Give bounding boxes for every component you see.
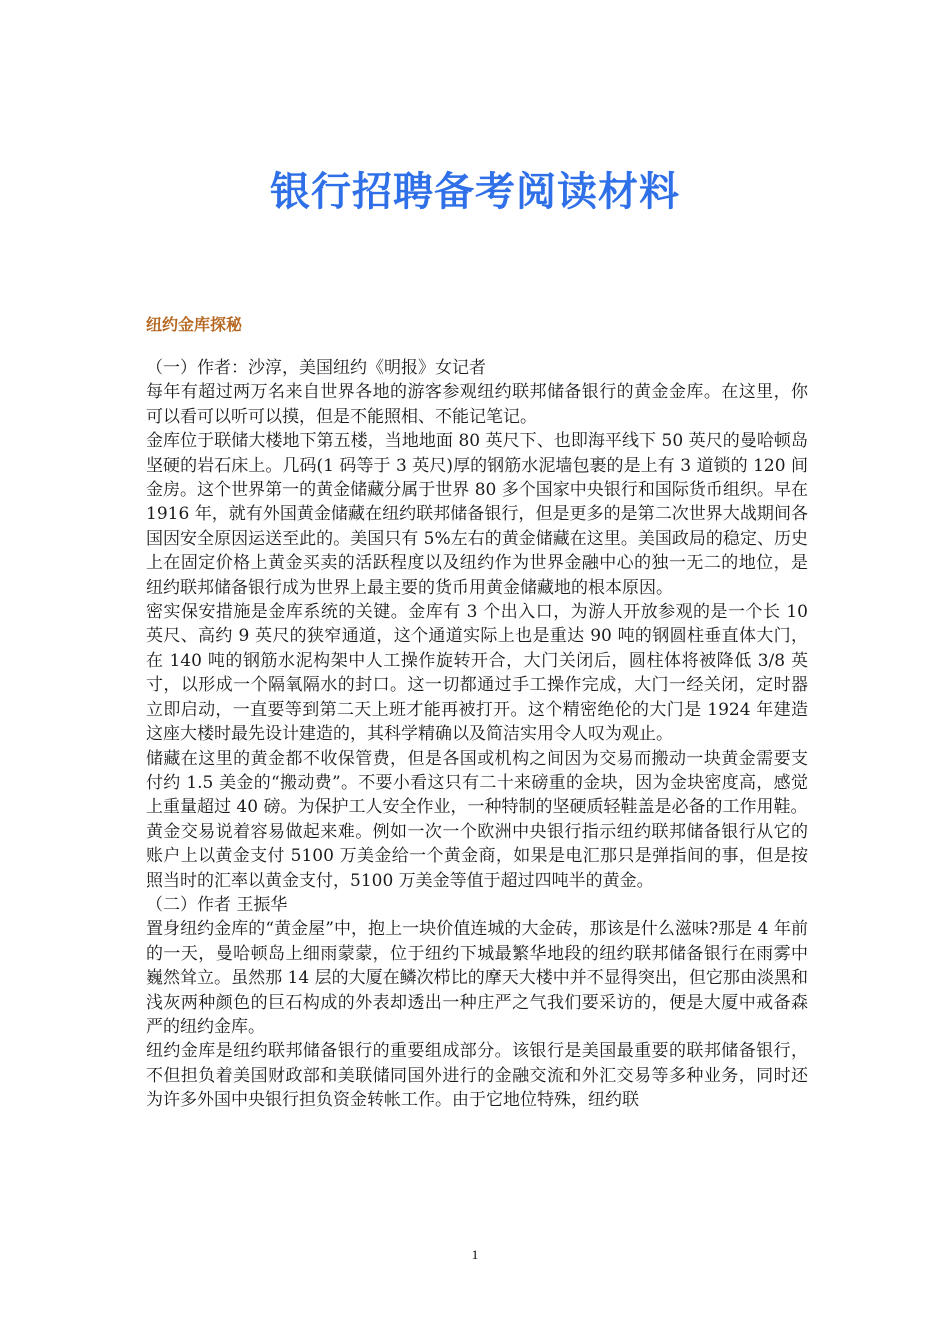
paragraph: 黄金交易说着容易做起来难。例如一次一个欧洲中央银行指示纽约联邦储备银行从它的账户上以黄金支付 5100 万美金给一个黄金商，如果是电汇那只是弹指间的事，但是按照当时的汇率以黄金支付，5100 万美金等值于超过四吨半的黄金。 [146,821,808,891]
paragraph: 密实保安措施是金库系统的关键。金库有 3 个出入口，为游人开放参观的是一个长 10 英尺、高约 9 英尺的狭窄通道，这个通道实际上也是重达 90 吨的钢圆柱垂直体大门，在 140 吨的钢筋水泥构架中人工操作旋转开合，大门关闭后，圆柱体将被降低 3/8 英寸，以形成一个隔氧隔水的封口。这一切都通过手工操作完成，大门一经关闭，定时器立即启动，一直要等到第二天上班才能再被打开。这个精密绝伦的大门是 1924 年建造这座大楼时最先设计建造的，其科学精确以及简洁实用令人叹为观止。 [146,602,808,745]
paragraph: 置身纽约金库的“黄金屋”中，抱上一块价值连城的大金砖，那该是什么滋味?那是 4 年前的一天，曼哈顿岛上细雨蒙蒙，位于纽约下城最繁华地段的纽约联邦储备银行在雨雾中巍然耸立。虽然那 14 层的大厦在鳞次栉比的摩天大楼中并不显得突出，但它那由淡黑和浅灰两种颜色的巨石构成的外表却透出一种庄严之气我们要采访的，便是大厦中戒备森严的纽约金库。 [146,919,808,1037]
paragraph: 纽约金库是纽约联邦储备银行的重要组成部分。该银行是美国最重要的联邦储备银行，不但担负着美国财政部和美联储同国外进行的金融交流和外汇交易等多种业务，同时还为许多外国中央银行担负资金转帐工作。由于它地位特殊，纽约联 [146,1041,808,1111]
document-title: 银行招聘备考阅读材料 [270,169,680,215]
paragraph: 金库位于联储大楼地下第五楼，当地地面 80 英尺下、也即海平线下 50 英尺的曼哈顿岛坚硬的岩石床上。几码(1 码等于 3 英尺)厚的钢筋水泥墙包裹的是上有 3 道锁的 120 间金房。这个世界第一的黄金储藏分属于世界 80 多个国家中央银行和国际货币组织。早在 1916 年，就有外国黄金储藏在纽约联邦储备银行，但是更多的是第二次世界大战期间各国因安全原因运送至此的。美国只有 5%左右的黄金储藏在这里。美国政局的稳定、历史上在固定价格上黄金买卖的活跃程度以及纽约作为世界金融中心的独一无二的地位，是纽约联邦储备银行成为世界上最主要的货币用黄金储藏地的根本原因。 [146,431,808,598]
body-text [146,356,808,1113]
byline-2: （二）作者 王振华 [146,894,288,915]
paragraph: 储藏在这里的黄金都不收保管费，但是各国或机构之间因为交易而搬动一块黄金需要支付约 1.5 美金的“搬动费”。不要小看这只有二十来磅重的金块，因为金块密度高，感觉上重量超过 40 磅。为保护工人安全作业，一种特制的坚硬质轻鞋盖是必备的工作用鞋。 [146,748,808,818]
page-number: 1 [471,1247,479,1262]
section-heading: 纽约金库探秘 [146,315,243,334]
byline-1: （一）作者：沙淳，美国纽约《明报》女记者 [146,358,486,378]
paragraph: 每年有超过两万名来自世界各地的游客参观纽约联邦储备银行的黄金金库。在这里，你可以看可以听可以摸，但是不能照相、不能记笔记。 [146,382,808,427]
